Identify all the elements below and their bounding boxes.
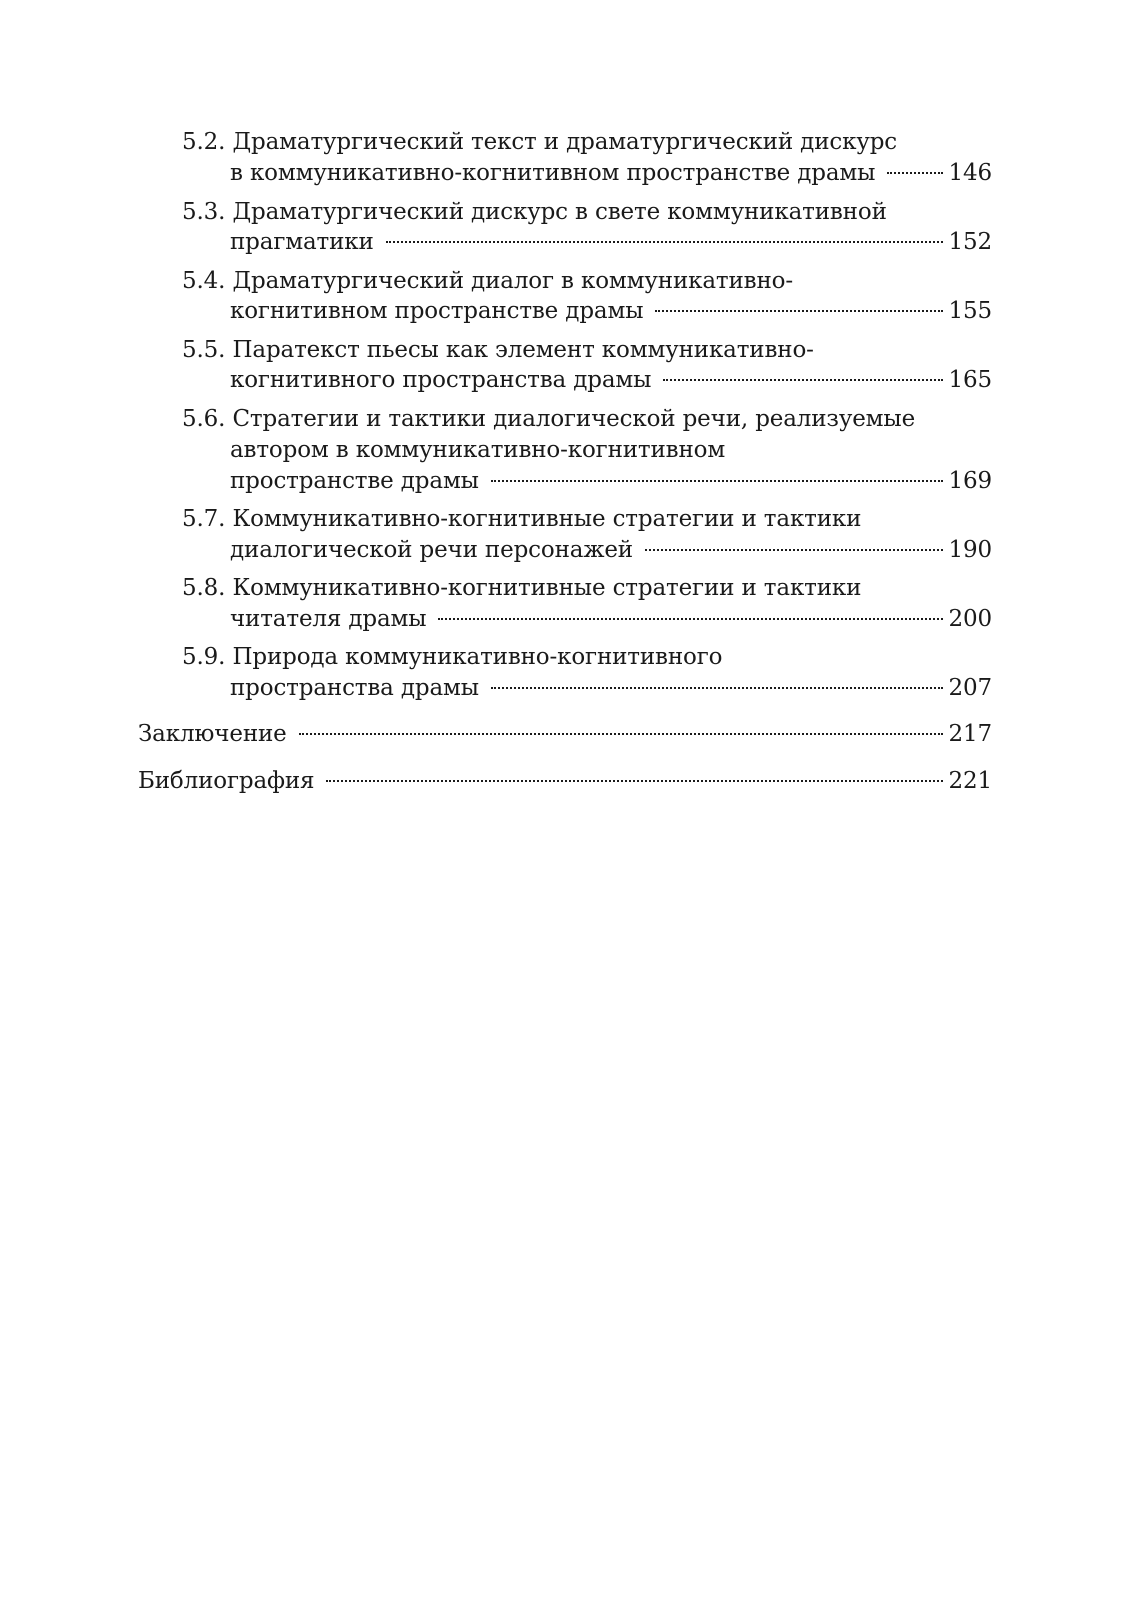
toc-line xyxy=(182,641,722,673)
toc-entry-title: Драматургический дискурс в свете коммуникативной xyxy=(232,199,887,225)
toc-leader-row xyxy=(230,295,992,327)
toc-page-number: 221 xyxy=(948,768,992,794)
toc-entry-number: 5.8. xyxy=(182,575,226,601)
toc-leader-row xyxy=(230,672,992,704)
toc-entry-title: Стратегии и тактики диалогической речи, реализуемые xyxy=(232,406,916,432)
toc-entry-title-cont: когнитивного пространства драмы xyxy=(230,367,652,393)
toc-page-number: 165 xyxy=(948,367,992,393)
toc-entry-title: Заключение xyxy=(138,721,287,747)
toc-line xyxy=(182,196,887,228)
toc-page-number: 169 xyxy=(948,468,992,494)
toc-entry-title-cont: прагматики xyxy=(230,229,374,255)
toc-entry-title-cont: в коммуникативно-когнитивном пространстве драмы xyxy=(230,160,876,186)
toc-entry-title-cont: читателя драмы xyxy=(230,606,427,632)
toc-line xyxy=(182,403,915,435)
toc-page-number: 146 xyxy=(948,160,992,186)
toc-page-number: 200 xyxy=(948,606,992,632)
toc-page-number: 190 xyxy=(948,537,992,563)
toc-entry-bibliography[interactable] xyxy=(138,765,992,797)
toc-leader-dots xyxy=(438,618,942,620)
toc-leader-dots xyxy=(655,310,942,312)
toc-page-number: 155 xyxy=(948,298,992,324)
toc-entry-title: Драматургический текст и драматургический дискурс xyxy=(232,129,898,155)
toc-leader-dots xyxy=(887,172,942,174)
toc-line xyxy=(182,126,897,158)
toc-entry-title-cont: пространстве драмы xyxy=(230,468,479,494)
toc-leader-dots xyxy=(491,480,943,482)
toc-leader-row xyxy=(230,364,992,396)
toc-entry-number: 5.6. xyxy=(182,406,226,432)
toc-entry-title-cont: пространства драмы xyxy=(230,675,479,701)
toc-entry-title-cont: когнитивном пространстве драмы xyxy=(230,298,644,324)
toc-entry-title: Паратекст пьесы как элемент коммуникативно- xyxy=(232,337,814,363)
toc-leader-row xyxy=(230,226,992,258)
toc-entry-title: Коммуникативно-когнитивные стратегии и тактики xyxy=(232,575,862,601)
toc-leader-dots xyxy=(299,733,943,735)
toc-entry-title-cont: автором в коммуникативно-когнитивном xyxy=(230,437,726,463)
toc-entry-title: Драматургический диалог в коммуникативно- xyxy=(232,268,793,294)
toc-page-number: 152 xyxy=(948,229,992,255)
toc-leader-dots xyxy=(645,549,943,551)
toc-line xyxy=(182,572,861,604)
toc-line xyxy=(182,265,793,297)
toc-entry-number: 5.2. xyxy=(182,129,226,155)
toc-leader-dots xyxy=(491,687,943,689)
toc-entry-conclusion[interactable] xyxy=(138,718,992,750)
toc-page-number: 217 xyxy=(948,721,992,747)
toc-entry-title: Коммуникативно-когнитивные стратегии и тактики xyxy=(232,506,862,532)
toc-entry-title-cont: диалогической речи персонажей xyxy=(230,537,633,563)
toc-entry-title: Природа коммуникативно-когнитивного xyxy=(232,644,723,670)
toc-entry-number: 5.7. xyxy=(182,506,226,532)
toc-entry-number: 5.4. xyxy=(182,268,226,294)
toc-leader-row xyxy=(230,465,992,497)
toc-line xyxy=(182,334,814,366)
toc-leader-dots xyxy=(386,241,943,243)
toc-entry-number: 5.9. xyxy=(182,644,226,670)
toc-page-number: 207 xyxy=(948,675,992,701)
toc-leader-row xyxy=(230,603,992,635)
toc-entry-number: 5.5. xyxy=(182,337,226,363)
toc-leader-row xyxy=(230,534,992,566)
toc-entry-number: 5.3. xyxy=(182,199,226,225)
toc-leader-dots xyxy=(663,379,942,381)
toc-leader-dots xyxy=(326,780,942,782)
toc-line xyxy=(182,503,861,535)
toc-entry-title: Библиография xyxy=(138,768,315,794)
toc-leader-row xyxy=(230,157,992,189)
